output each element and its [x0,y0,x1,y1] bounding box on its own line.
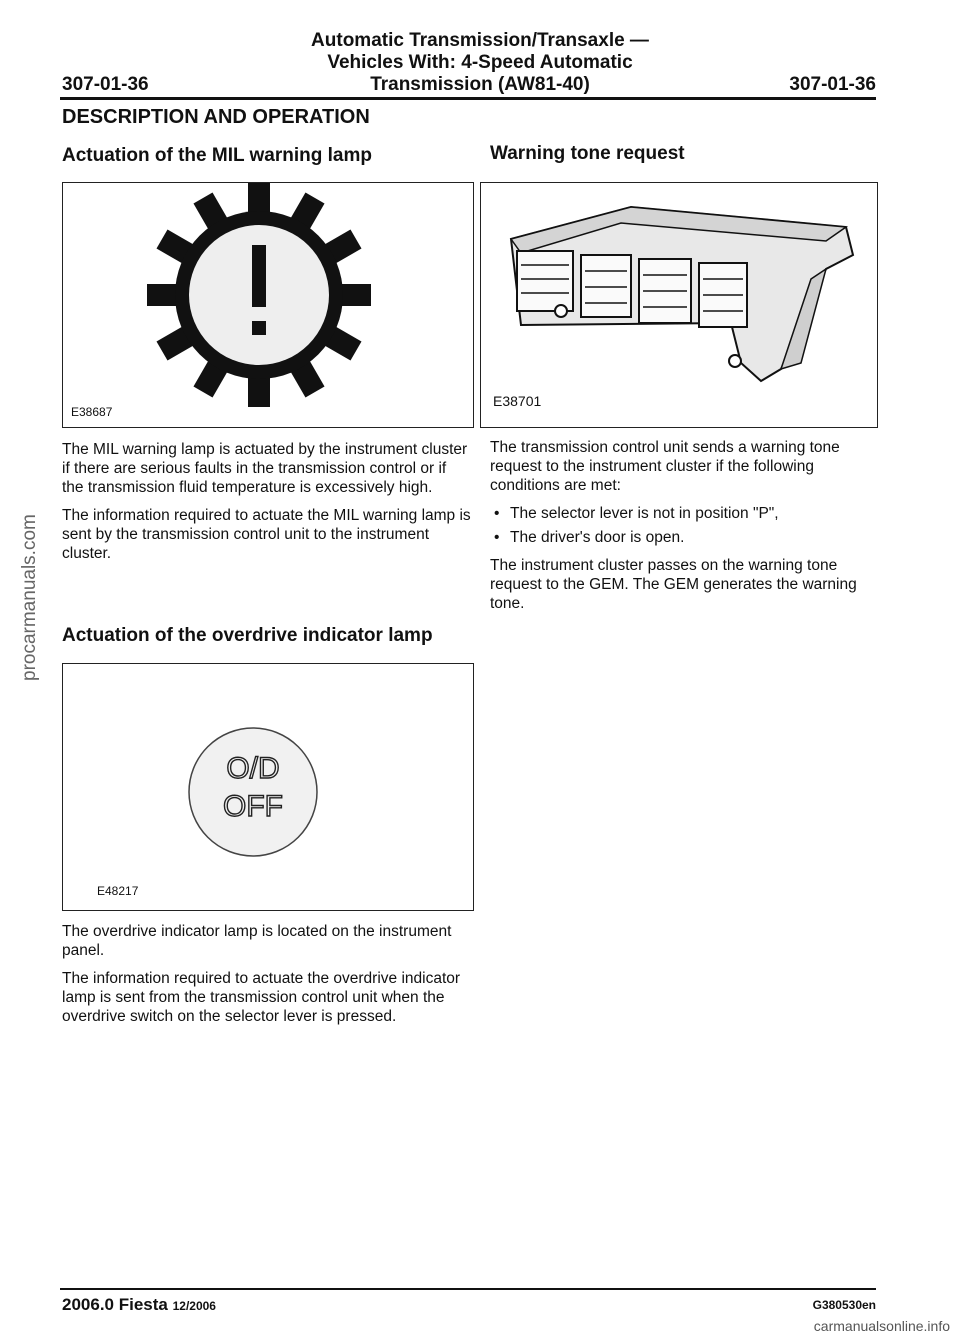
mil-paragraph-2: The information required to actuate the MIL warning lamp is sent by the transmission control unit to the instrument cluster. [62,507,471,562]
overdrive-description [62,922,472,1035]
figure-id-mil: E38687 [71,405,113,419]
overdrive-paragraph-2: The information required to actuate the overdrive indicator lamp is sent from the transmission control unit when the overdrive switch on the selector lever is pressed. [62,970,461,1025]
title-line-2: Vehicles With: 4-Speed Automatic [327,52,633,73]
heading-warning-tone: Warning tone request [490,143,685,164]
side-watermark: procarmanuals.com [19,514,40,681]
heading-mil: Actuation of the MIL warning lamp [62,145,372,166]
od-lamp-text-bottom: OFF [223,790,283,823]
header-rule [60,97,876,100]
mil-description [62,440,472,572]
od-off-lamp-icon [63,664,473,910]
mil-paragraph-1: The MIL warning lamp is actuated by the instrument cluster if there are serious faults in the transmission control or if the transmission fluid temperature is excessively high. [62,441,468,496]
footer-model-name: 2006.0 Fiesta [62,1295,168,1314]
overdrive-paragraph-1: The overdrive indicator lamp is located on the instrument panel. [62,923,452,959]
mil-warning-icon [63,183,473,427]
transmission-control-unit-drawing [481,183,877,427]
footer-code: G380530en [812,1298,876,1312]
od-lamp-text-top: O/D [226,752,280,785]
footer-rule [60,1288,876,1290]
figure-id-control-unit: E38701 [493,393,542,409]
footer-date: 12/2006 [172,1299,216,1313]
warning-outro: The instrument cluster passes on the warning tone request to the GEM. The GEM generates the warning tone. [490,557,857,612]
bottom-watermark: carmanualsonline.info [813,1318,950,1334]
title-line-3: Transmission (AW81-40) [370,74,590,95]
page-number-left: 307-01-36 [62,74,149,95]
warning-intro: The transmission control unit sends a warning tone request to the instrument cluster if the following conditions are met: [490,439,840,494]
warning-tone-description [490,438,880,622]
title-line-1: Automatic Transmission/Transaxle — [311,30,649,51]
figure-mil-lamp [62,182,474,428]
figure-control-unit [480,182,878,428]
figure-overdrive-lamp [62,663,474,911]
figure-id-overdrive: E48217 [97,884,139,898]
footer-model [62,1295,216,1315]
warning-condition-1: • The selector lever is not in position "P", [490,504,880,523]
warning-conditions-list [490,504,880,547]
heading-overdrive: Actuation of the overdrive indicator lamp [62,625,433,646]
warning-condition-2: • The driver's door is open. [490,528,880,547]
section-title: DESCRIPTION AND OPERATION [62,106,370,128]
page-number-right: 307-01-36 [789,74,876,95]
